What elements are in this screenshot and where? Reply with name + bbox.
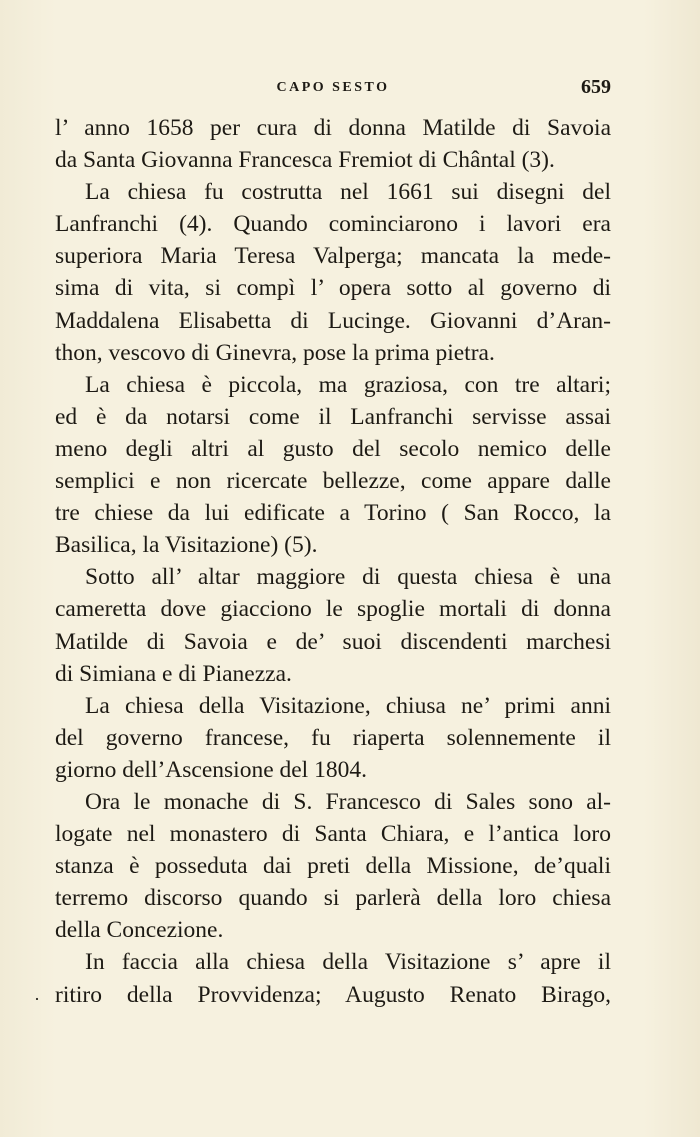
- text-line: La chiesa fu costrutta nel 1661 sui disegni del: [85, 179, 611, 206]
- text-line: di Simiana e di Pianezza.: [55, 660, 292, 687]
- text-line: stanza è posseduta dai preti della Missione, de’quali: [55, 853, 611, 880]
- text-line: della Concezione.: [55, 917, 224, 944]
- text-line: thon, vescovo di Ginevra, pose la prima pietra.: [55, 339, 495, 366]
- text-line: terremo discorso quando si parlerà della loro chiesa: [55, 885, 611, 912]
- text-line: meno degli altri al gusto del secolo nemico delle: [55, 435, 611, 462]
- text-line: del governo francese, fu riaperta solennemente il: [55, 724, 611, 751]
- text-line: da Santa Giovanna Francesca Fremiot di Chântal (3).: [55, 147, 555, 174]
- text-line: Maddalena Elisabetta di Lucinge. Giovanni d’Aran-: [55, 307, 611, 334]
- body-text: [55, 112, 611, 1011]
- text-line: Basilica, la Visitazione) (5).: [55, 532, 318, 559]
- text-line: Lanfranchi (4). Quando cominciarono i lavori era: [55, 211, 611, 238]
- text-line: In faccia alla chiesa della Visitazione s’ apre il: [85, 949, 611, 976]
- text-line: Matilde di Savoia e de’ suoi discendenti marchesi: [55, 628, 611, 655]
- text-line: La chiesa è piccola, ma graziosa, con tre altari;: [85, 371, 611, 398]
- text-line: logate nel monastero di Santa Chiara, e l’antica loro: [55, 821, 611, 848]
- text-line: Ora le monache di S. Francesco di Sales sono al-: [85, 788, 611, 815]
- text-line: La chiesa della Visitazione, chiusa ne’ primi anni: [85, 692, 611, 719]
- text-line: ed è da notarsi come il Lanfranchi servisse assai: [55, 403, 611, 430]
- text-line: ritiro della Provvidenza; Augusto Renato Birago,: [55, 981, 611, 1008]
- text-line: l’ anno 1658 per cura di donna Matilde di Savoia: [55, 115, 611, 141]
- running-title: CAPO SESTO: [276, 80, 390, 95]
- text-line: giorno dell’Ascensione del 1804.: [55, 756, 367, 783]
- running-head: [55, 76, 611, 104]
- text-line: sima di vita, si compì l’ opera sotto al governo di: [55, 275, 611, 302]
- page-number: 659: [581, 76, 611, 98]
- text-line: semplici e non ricercate bellezze, come appare dalle: [55, 468, 611, 495]
- text-line: cameretta dove giacciono le spoglie mortali di donna: [55, 596, 611, 623]
- text-line: Sotto all’ altar maggiore di questa chiesa è una: [85, 564, 611, 591]
- text-line: superiora Maria Teresa Valperga; mancata la mede-: [55, 243, 611, 270]
- margin-mark: ·: [34, 989, 40, 1009]
- text-line: tre chiese da lui edificate a Torino ( San Rocco, la: [55, 500, 611, 527]
